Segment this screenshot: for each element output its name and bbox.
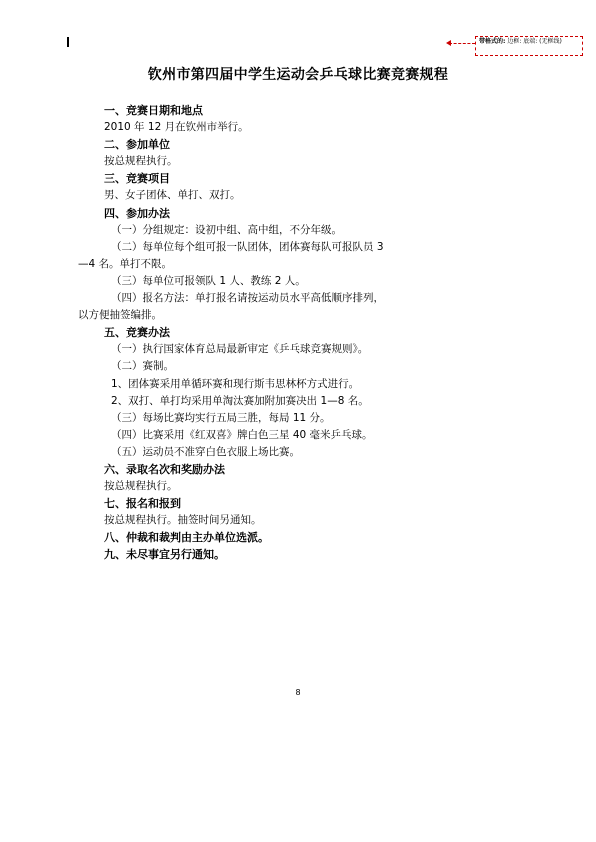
body-line: 按总规程执行。: [104, 480, 178, 493]
body-line: （四）比赛采用《红双喜》牌白色三星 40 毫米乒乓球。: [111, 428, 373, 441]
body-line: （五）运动员不准穿白色衣服上场比赛。: [111, 445, 300, 458]
text-cursor-marker: [67, 37, 69, 47]
body-line: —4 名。单打不限。: [78, 257, 173, 270]
body-line: 2、双打、单打均采用单淘汰赛加附加赛决出 1—8 名。: [111, 394, 369, 407]
body-line: 按总规程执行。抽签时间另通知。: [104, 514, 262, 527]
page-number: 8: [295, 688, 301, 697]
document-title: 钦州市第四届中学生运动会乒乓球比赛竞赛规程: [147, 67, 449, 83]
section-heading: 六、录取名次和奖励办法: [104, 462, 225, 476]
section-heading: 九、未尽事宜另行通知。: [104, 548, 225, 562]
body-line: （一）执行国家体育总局最新审定《乒乓球竞赛规则》。: [111, 343, 369, 356]
body-line: 男、女子团体、单打、双打。: [104, 189, 241, 202]
section-heading: 一、竞赛日期和地点: [104, 104, 203, 117]
body-line: （三）每单位可报领队 1 人、教练 2 人。: [111, 274, 306, 287]
annotation-text: 边框: 底端: (无框线): [507, 38, 562, 45]
section-heading: 八、仲裁和裁判由主办单位选派。: [104, 531, 269, 545]
body-line: （一）分组规定：设初中组、高中组，不分年级。: [111, 223, 342, 236]
section-heading: 七、报名和报到: [104, 497, 181, 511]
body-line: （二）每单位每个组可报一队团体，团体赛每队可报队员 3: [111, 240, 384, 253]
body-line: 1、团体赛采用单循环赛和现行斯韦思林杯方式进行。: [111, 377, 360, 390]
annotation-connector: [449, 43, 475, 44]
annotation-label: 带格式的:: [479, 38, 506, 45]
format-annotation-balloon[interactable]: [475, 36, 583, 56]
body-line: （四）报名方法：单打报名请按运动员水平高低顺序排列，: [111, 292, 384, 305]
section-heading: 三、竞赛项目: [104, 172, 170, 186]
section-heading: 五、竞赛办法: [104, 326, 170, 340]
body-line: （三）每场比赛均实行五局三胜，每局 11 分。: [111, 411, 331, 424]
body-line: 以方便抽签编排。: [78, 309, 162, 322]
body-line: （二）赛制。: [111, 360, 174, 373]
body-line: 按总规程执行。: [104, 155, 178, 168]
section-heading: 二、参加单位: [104, 138, 170, 152]
body-line: 2010 年 12 月在钦州市举行。: [104, 121, 249, 134]
document-body: [80, 102, 480, 564]
section-heading: 四、参加办法: [104, 206, 170, 220]
